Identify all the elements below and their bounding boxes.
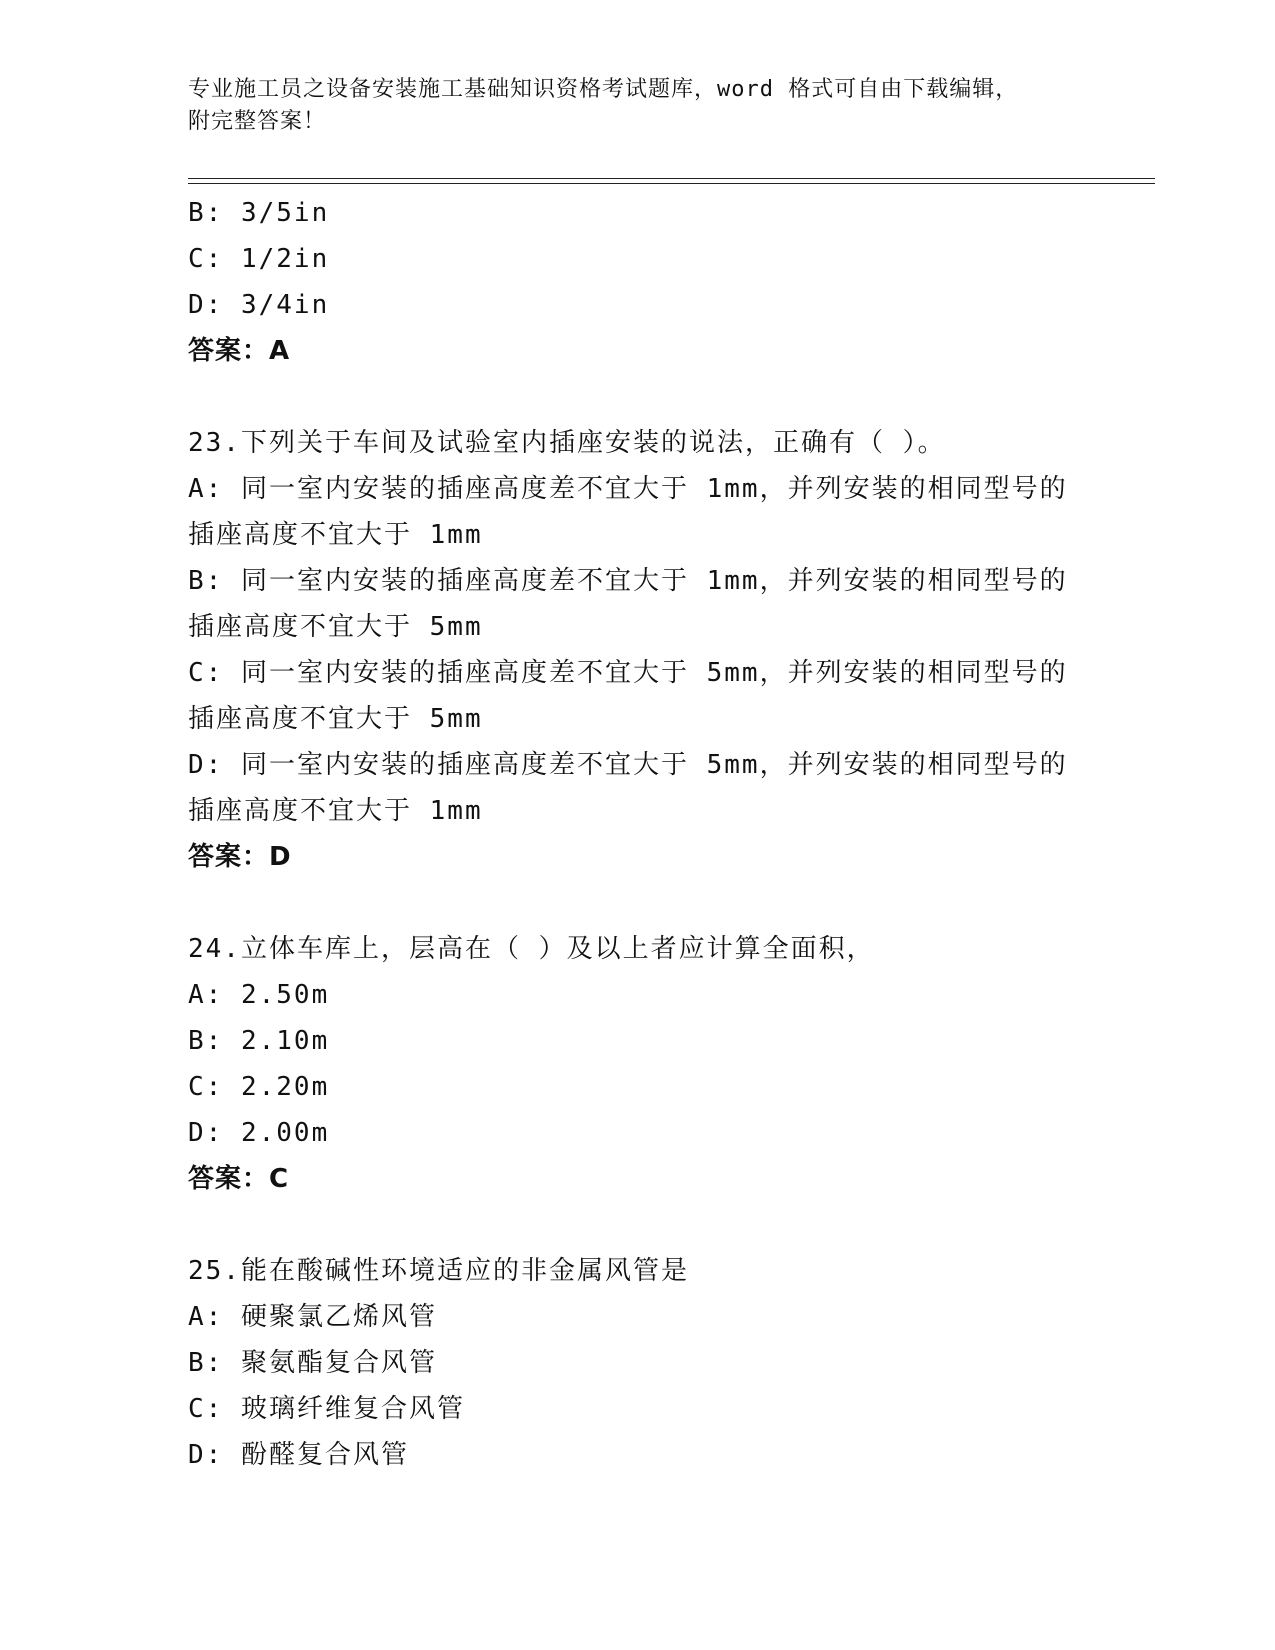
spacer [188,1202,1088,1248]
question-22-continued [188,190,1088,374]
option-a-line-1: A: 同一室内安装的插座高度差不宜大于 1mm，并列安装的相同型号的 [188,474,1068,504]
option-b-line-1: B: 同一室内安装的插座高度差不宜大于 1mm，并列安装的相同型号的 [188,566,1068,596]
question-list [188,190,1088,1478]
option-d: D: 酚醛复合风管 [188,1440,409,1470]
option-c-line-1: C: 同一室内安装的插座高度差不宜大于 5mm，并列安装的相同型号的 [188,658,1068,688]
answer-line: 答案：A [188,336,291,366]
answer-line: 答案：D [188,842,292,872]
question-25 [188,1248,1088,1478]
option-b-line-2: 插座高度不宜大于 5mm [188,612,483,642]
header-divider-bottom [188,183,1155,184]
option-b: B: 2.10m [188,1026,330,1056]
option-b: B: 聚氨酯复合风管 [188,1348,437,1378]
question-23 [188,420,1088,880]
option-a: A: 2.50m [188,980,330,1010]
option-c: C: 2.20m [188,1072,330,1102]
option-a: A: 硬聚氯乙烯风管 [188,1302,437,1332]
option-a-line-2: 插座高度不宜大于 1mm [188,520,483,550]
question-stem: 25.能在酸碱性环境适应的非金属风管是 [188,1256,689,1286]
answer-line: 答案：C [188,1164,290,1194]
header-line-1: 专业施工员之设备安装施工基础知识资格考试题库，word 格式可自由下载编辑， [188,77,1019,102]
question-24 [188,926,1088,1202]
question-stem: 24.立体车库上，层高在（ ）及以上者应计算全面积， [188,934,875,964]
question-stem: 23.下列关于车间及试验室内插座安装的说法，正确有（ ）。 [188,428,946,458]
option-b: B: 3/5in [188,198,330,228]
option-d-line-1: D: 同一室内安装的插座高度差不宜大于 5mm，并列安装的相同型号的 [188,750,1068,780]
option-d: D: 2.00m [188,1118,330,1148]
option-c: C: 玻璃纤维复合风管 [188,1394,465,1424]
spacer [188,374,1088,420]
option-c-line-2: 插座高度不宜大于 5mm [188,704,483,734]
option-d: D: 3/4in [188,290,330,320]
option-d-line-2: 插座高度不宜大于 1mm [188,796,483,826]
option-c: C: 1/2in [188,244,330,274]
document-header [188,74,1088,138]
header-line-2: 附完整答案！ [188,109,327,134]
spacer [188,880,1088,926]
header-divider-top [188,178,1155,179]
